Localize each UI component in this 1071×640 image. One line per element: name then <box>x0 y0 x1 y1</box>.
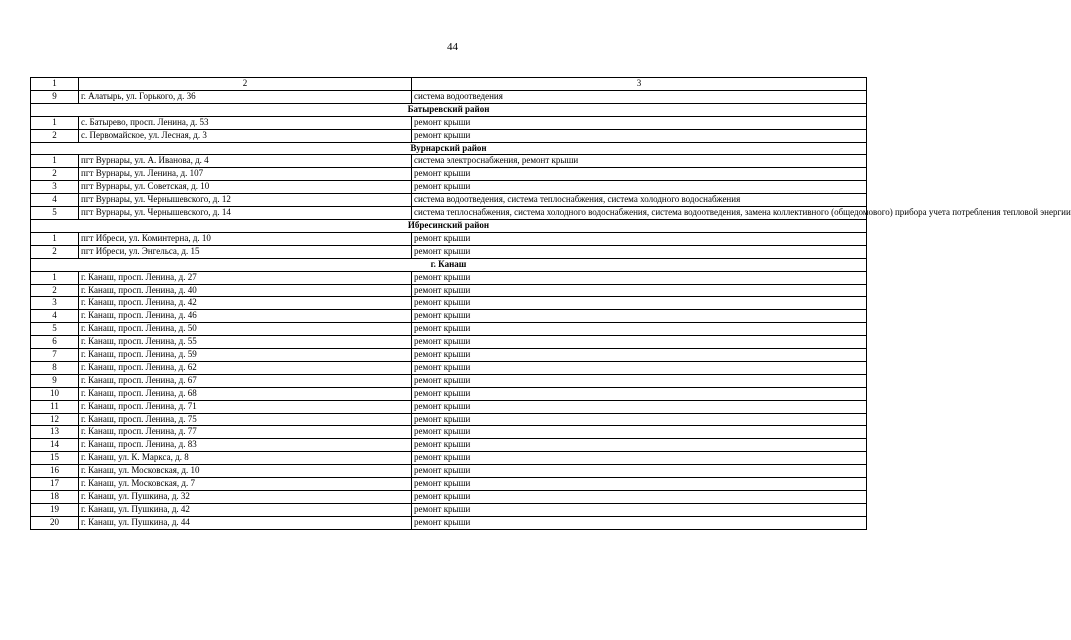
table-row <box>31 400 867 413</box>
address-cell: г. Канаш, просп. Ленина, д. 83 <box>79 439 412 452</box>
address-cell: г. Канаш, просп. Ленина, д. 42 <box>79 297 412 310</box>
works-cell: ремонт крыши <box>412 323 867 336</box>
row-number: 12 <box>31 413 79 426</box>
row-number: 6 <box>31 336 79 349</box>
row-number: 9 <box>31 90 79 103</box>
works-cell: ремонт крыши <box>412 439 867 452</box>
table-row <box>31 491 867 504</box>
column-number-3: 3 <box>412 78 867 91</box>
row-number: 3 <box>31 181 79 194</box>
works-cell: ремонт крыши <box>412 426 867 439</box>
table-row <box>31 271 867 284</box>
row-number: 4 <box>31 194 79 207</box>
works-cell: система электроснабжения, ремонт крыши <box>412 155 867 168</box>
address-cell: г. Канаш, просп. Ленина, д. 77 <box>79 426 412 439</box>
row-number: 10 <box>31 387 79 400</box>
address-cell: г. Канаш, просп. Ленина, д. 40 <box>79 284 412 297</box>
row-number: 2 <box>31 284 79 297</box>
address-cell: пгт Ибреси, ул. Энгельса, д. 15 <box>79 245 412 258</box>
works-cell: ремонт крыши <box>412 465 867 478</box>
column-number-1: 1 <box>31 78 79 91</box>
row-number: 11 <box>31 400 79 413</box>
works-cell: ремонт крыши <box>412 361 867 374</box>
section-title: г. Канаш <box>31 258 867 271</box>
works-cell: ремонт крыши <box>412 413 867 426</box>
table-row <box>31 155 867 168</box>
table-row <box>31 297 867 310</box>
row-number: 8 <box>31 361 79 374</box>
works-cell: ремонт крыши <box>412 129 867 142</box>
table-row <box>31 465 867 478</box>
row-number: 9 <box>31 374 79 387</box>
works-cell: ремонт крыши <box>412 478 867 491</box>
address-cell: с. Батырево, просп. Ленина, д. 53 <box>79 116 412 129</box>
row-number: 4 <box>31 310 79 323</box>
address-cell: г. Канаш, ул. К. Маркса, д. 8 <box>79 452 412 465</box>
table-row <box>31 516 867 529</box>
table-row <box>31 478 867 491</box>
address-cell: г. Канаш, просп. Ленина, д. 27 <box>79 271 412 284</box>
address-cell: г. Канаш, ул. Московская, д. 7 <box>79 478 412 491</box>
works-cell: ремонт крыши <box>412 387 867 400</box>
table-row <box>31 426 867 439</box>
section-title: Вурнарский район <box>31 142 867 155</box>
row-number: 16 <box>31 465 79 478</box>
row-number: 1 <box>31 155 79 168</box>
row-number: 7 <box>31 349 79 362</box>
section-header-row <box>31 219 867 232</box>
section-header-row <box>31 258 867 271</box>
section-title: Батыревский район <box>31 103 867 116</box>
row-number: 2 <box>31 245 79 258</box>
address-cell: г. Алатырь, ул. Горького, д. 36 <box>79 90 412 103</box>
table-row <box>31 413 867 426</box>
table-row <box>31 194 867 207</box>
works-cell: ремонт крыши <box>412 400 867 413</box>
works-cell: система теплоснабжения, система холодного водоснабжения, система водоотведения, замена коллективного (общедомового) прибора учета потребления тепловой энергии <box>412 207 867 220</box>
address-cell: пгт Вурнары, ул. А. Иванова, д. 4 <box>79 155 412 168</box>
column-number-row <box>31 78 867 91</box>
works-cell: ремонт крыши <box>412 245 867 258</box>
works-cell: ремонт крыши <box>412 271 867 284</box>
table-row <box>31 168 867 181</box>
row-number: 19 <box>31 503 79 516</box>
row-number: 13 <box>31 426 79 439</box>
works-cell: ремонт крыши <box>412 452 867 465</box>
works-cell: система водоотведения, система теплоснабжения, система холодного водоснабжения <box>412 194 867 207</box>
address-cell: г. Канаш, просп. Ленина, д. 75 <box>79 413 412 426</box>
row-number: 5 <box>31 207 79 220</box>
row-number: 1 <box>31 232 79 245</box>
address-cell: пгт Вурнары, ул. Чернышевского, д. 12 <box>79 194 412 207</box>
row-number: 2 <box>31 168 79 181</box>
table-row <box>31 336 867 349</box>
table-row <box>31 349 867 362</box>
address-cell: пгт Вурнары, ул. Советская, д. 10 <box>79 181 412 194</box>
table-row <box>31 181 867 194</box>
table-row <box>31 387 867 400</box>
row-number: 18 <box>31 491 79 504</box>
table-row <box>31 284 867 297</box>
row-number: 5 <box>31 323 79 336</box>
section-header-row <box>31 103 867 116</box>
table-row <box>31 323 867 336</box>
section-title: Ибресинский район <box>31 219 867 232</box>
table-row <box>31 245 867 258</box>
table-row <box>31 374 867 387</box>
column-number-2: 2 <box>79 78 412 91</box>
works-cell: ремонт крыши <box>412 168 867 181</box>
address-cell: г. Канаш, ул. Пушкина, д. 32 <box>79 491 412 504</box>
row-number: 1 <box>31 116 79 129</box>
address-cell: г. Канаш, просп. Ленина, д. 46 <box>79 310 412 323</box>
works-table <box>30 77 1071 530</box>
table-row <box>31 361 867 374</box>
works-cell: ремонт крыши <box>412 284 867 297</box>
table-row <box>31 310 867 323</box>
page-number: 44 <box>447 41 458 53</box>
address-cell: пгт Ибреси, ул. Коминтерна, д. 10 <box>79 232 412 245</box>
address-cell: г. Канаш, ул. Пушкина, д. 42 <box>79 503 412 516</box>
address-cell: г. Канаш, просп. Ленина, д. 67 <box>79 374 412 387</box>
works-cell: ремонт крыши <box>412 349 867 362</box>
works-cell: ремонт крыши <box>412 116 867 129</box>
address-cell: г. Канаш, просп. Ленина, д. 50 <box>79 323 412 336</box>
works-cell: система водоотведения <box>412 90 867 103</box>
works-cell: ремонт крыши <box>412 336 867 349</box>
works-cell: ремонт крыши <box>412 232 867 245</box>
section-header-row <box>31 142 867 155</box>
row-number: 17 <box>31 478 79 491</box>
table-row <box>31 116 867 129</box>
address-cell: г. Канаш, просп. Ленина, д. 55 <box>79 336 412 349</box>
address-cell: г. Канаш, просп. Ленина, д. 59 <box>79 349 412 362</box>
works-table-body <box>31 78 1071 530</box>
works-cell: ремонт крыши <box>412 310 867 323</box>
works-cell: ремонт крыши <box>412 297 867 310</box>
address-cell: пгт Вурнары, ул. Ленина, д. 107 <box>79 168 412 181</box>
works-cell: ремонт крыши <box>412 491 867 504</box>
table-row <box>31 439 867 452</box>
table-row <box>31 503 867 516</box>
address-cell: г. Канаш, просп. Ленина, д. 71 <box>79 400 412 413</box>
address-cell: пгт Вурнары, ул. Чернышевского, д. 14 <box>79 207 412 220</box>
works-cell: ремонт крыши <box>412 181 867 194</box>
works-cell: ремонт крыши <box>412 516 867 529</box>
row-number: 3 <box>31 297 79 310</box>
address-cell: с. Первомайское, ул. Лесная, д. 3 <box>79 129 412 142</box>
row-number: 1 <box>31 271 79 284</box>
table-row <box>31 129 867 142</box>
row-number: 14 <box>31 439 79 452</box>
table-row <box>31 452 867 465</box>
works-cell: ремонт крыши <box>412 374 867 387</box>
row-number: 15 <box>31 452 79 465</box>
works-cell: ремонт крыши <box>412 503 867 516</box>
row-number: 20 <box>31 516 79 529</box>
address-cell: г. Канаш, просп. Ленина, д. 62 <box>79 361 412 374</box>
address-cell: г. Канаш, ул. Московская, д. 10 <box>79 465 412 478</box>
table-row <box>31 232 867 245</box>
address-cell: г. Канаш, просп. Ленина, д. 68 <box>79 387 412 400</box>
table-row <box>31 90 867 103</box>
address-cell: г. Канаш, ул. Пушкина, д. 44 <box>79 516 412 529</box>
row-number: 2 <box>31 129 79 142</box>
table-row <box>31 207 867 220</box>
